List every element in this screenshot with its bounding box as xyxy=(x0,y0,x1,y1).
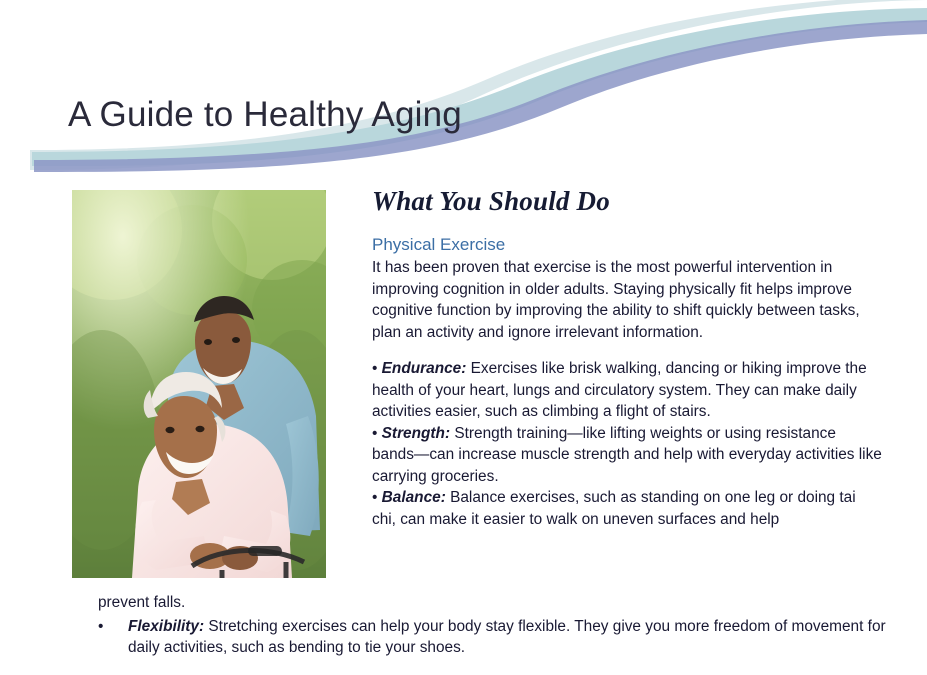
bullet-marker: • xyxy=(98,617,104,635)
bullet-balance xyxy=(372,487,882,530)
bullet-marker: • xyxy=(372,424,378,442)
bullet-flexibility xyxy=(98,616,888,659)
section-heading: What You Should Do xyxy=(372,186,610,216)
header-decoration xyxy=(0,0,927,180)
bullet-text: Balance exercises, such as standing on one leg or doing tai chi, can make it easier to walk on uneven surfaces and help xyxy=(372,489,856,528)
bullet-balance-continuation: prevent falls. xyxy=(98,594,186,611)
subheading-physical-exercise: Physical Exercise xyxy=(372,235,506,254)
photo-illustration xyxy=(72,190,326,578)
bottom-content xyxy=(98,592,888,674)
bullet-term: Flexibility: xyxy=(128,617,205,635)
bullet-text: Stretching exercises can help your body stay flexible. They give you more freedom of movement for daily activities, such as bending to tie your shoes. xyxy=(128,617,886,656)
bullet-text: Strength training—like lifting weights or using resistance bands—can increase muscle strength and help with everyday activities like carrying groceries. xyxy=(372,424,882,485)
main-content xyxy=(372,186,882,530)
page-title: A Guide to Healthy Aging xyxy=(68,95,462,135)
bullet-marker: • xyxy=(372,360,378,377)
bullet-term: Balance: xyxy=(381,489,446,506)
bullet-marker: • xyxy=(372,489,378,506)
paragraph-spacer xyxy=(372,343,882,358)
bullet-term: Endurance: xyxy=(381,360,467,377)
bullet-strength xyxy=(372,423,882,488)
photo-couple xyxy=(72,190,326,578)
swoosh-graphic xyxy=(0,0,927,180)
bullet-text: Exercises like brisk walking, dancing or hiking improve the health of your heart, lungs and circulatory system. They can make daily activities easier, such as climbing a flight of stairs. xyxy=(372,360,867,420)
intro-paragraph: It has been proven that exercise is the most powerful intervention in improving cognition in older adults. Staying physically fit helps improve cognitive function by improving the ability to shift quickly between tasks, plan an activity and ignore irrelevant information. xyxy=(372,259,860,341)
bullet-endurance xyxy=(372,358,882,423)
bullet-term: Strength: xyxy=(381,424,451,442)
